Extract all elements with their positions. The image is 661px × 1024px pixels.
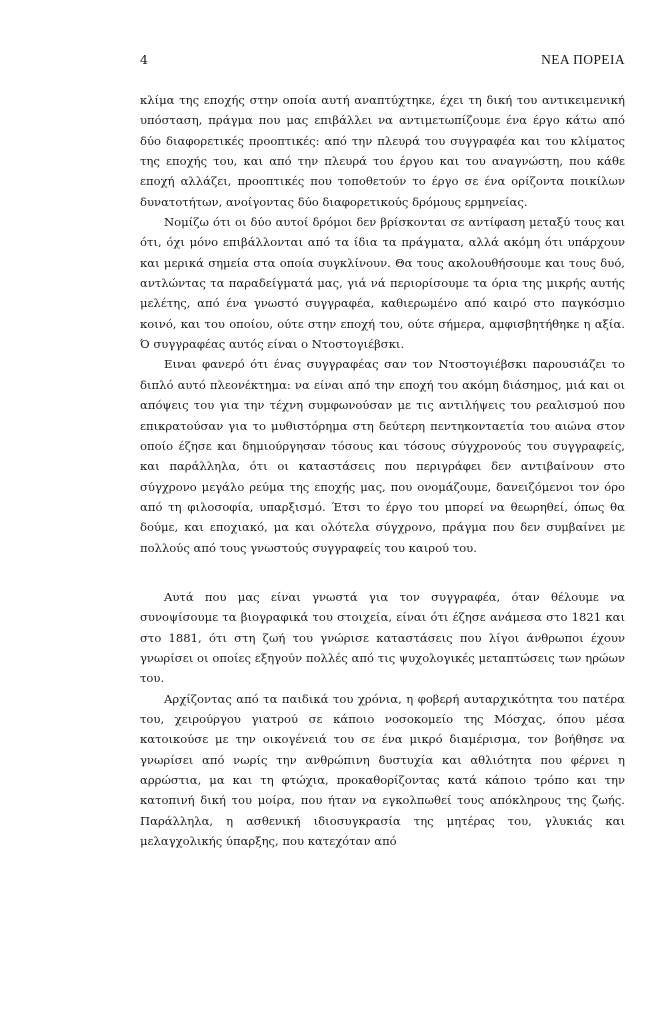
page-number: 4	[140, 52, 149, 67]
journal-title: ΝΕΑ ΠΟΡΕΙΑ	[541, 52, 625, 67]
paragraph: Αυτά που μας είναι γνωστά για τον συγγραφέα, όταν θέλουμε να συνοψίσουμε τα βιογραφικά του στοιχεία, είναι ότι έζησε ανάμεσα στο 1821 και στο 1881, ότι στη ζωή του γνώρισε καταστάσεις που λίγοι άνθρωποι έχουν γνωρίσει οι οποίες εξηγούν πολλές από τις ψυχολογικές μεταπτώσεις των ηρώων του.	[140, 589, 625, 686]
paragraph: Νομίζω ότι οι δύο αυτοί δρόμοι δεν βρίσκονται σε αντίφαση μεταξύ τους και ότι, όχι μόνο επιβάλλονται από τα ίδια τα πράγματα, αλλά ακόμη ότι υπάρχουν και μερικά σημεία στα οποία συγκλίνουν. Θα τους ακολουθήσουμε και τους δυό, αντλώντας τα παραδείγματά μας, γιά νά περιορίσουμε τα όρια της μικρής αυτής μελέτης, από ένα γνωστό συγγραφέα, καθιερωμένο από καιρό στο παγκόσμιο κοινό, και του οποίου, ούτε στην εποχή του, ούτε σήμερα, αμφισβητήθηκε η αξία. Ό συγγραφέας αυτός είναι ο Ντοστογιέβσκι.	[140, 215, 625, 352]
book-page	[140, 52, 625, 851]
section-break	[140, 558, 625, 587]
paragraph-continued: κλίμα της εποχής στην οποία αυτή αναπτύχτηκε, έχει τη δική του αντικειμενική υπόσταση, πράγμα που μας επιβάλλει να αντιμετωπίζουμε ένα έργο κάτω από δύο διαφορετικές προοπτικές: από την πλευρά του συγγραφέα και του κλίματος της εποχής του, και από την πλευρά του έργου και του αναγνώστη, που κάθε εποχή αλλάζει, προοπτικές που τοποθετούν το έργο σε ένα ορίζοντα ποικίλων δυνατοτήτων, ανοίγοντας δύο διαφορετικούς δρόμους ερμηνείας.	[140, 93, 625, 209]
body-text	[140, 90, 625, 851]
paragraph: Αρχίζοντας από τα παιδικά του χρόνια, η φοβερή αυταρχικότητα του πατέρα του, χειρούργου γιατρού σε κάποιο νοσοκομείο της Μόσχας, όπου μέσα κατοικούσε με την οικογένειά του σε ένα μικρό διαμέρισμα, τον βοήθησε να γνωρίσει από νωρίς την ανθρώπινη δυστυχία και αθλιότητα που φέρνει η αρρώστια, μα και τη φτώχια, προκαθορίζοντας κατά κάποιο τρόπο και την κατοπινή δική του μοίρα, που ήταν να εγκολπωθεί τους απόκληρους της ζωής. Παράλληλα, η ασθενική ιδιοσυγκρασία της μητέρας του, γλυκιάς και μελαγχολικής ύπαρξης, που κατεχόταν από	[140, 691, 625, 849]
running-header	[140, 52, 625, 90]
paragraph: Ειναι φανερό ότι ένας συγγραφέας σαν τον Ντοστογιέβσκι παρουσιάζει το διπλό αυτό πλεονέκτημα: να είναι από την εποχή του ακόμη διάσημος, μιά και οι απόψεις του για την τέχνη συμφωνούσαν με τις αντιλήψεις του ρεαλισμού που επικρατούσαν για το μυθιστόρημα στη δεύτερη πεντηκονταετία του αιώνα στον οποίο έζησε και δημιούργησαν τόσους και τόσους σύγχρονούς του συγγραφείς, και παράλληλα, ότι οι καταστάσεις που περιγράφει δεν αντιβαίνουν στο σύγχρονο μεγάλο ρεύμα της εποχής μας, που ονομάζουμε, δανειζόμενοι τον όρο από τη φιλοσοφία, υπαρξισμό. Έτσι το έργο του μπορεί να θεωρηθεί, όπως θα δούμε, και εποχιακό, μα και ολότελα σύγχρονο, πράγμα που δεν συμβαίνει με πολλούς από τους γνωστούς συγγραφείς του καιρού του.	[140, 357, 625, 555]
